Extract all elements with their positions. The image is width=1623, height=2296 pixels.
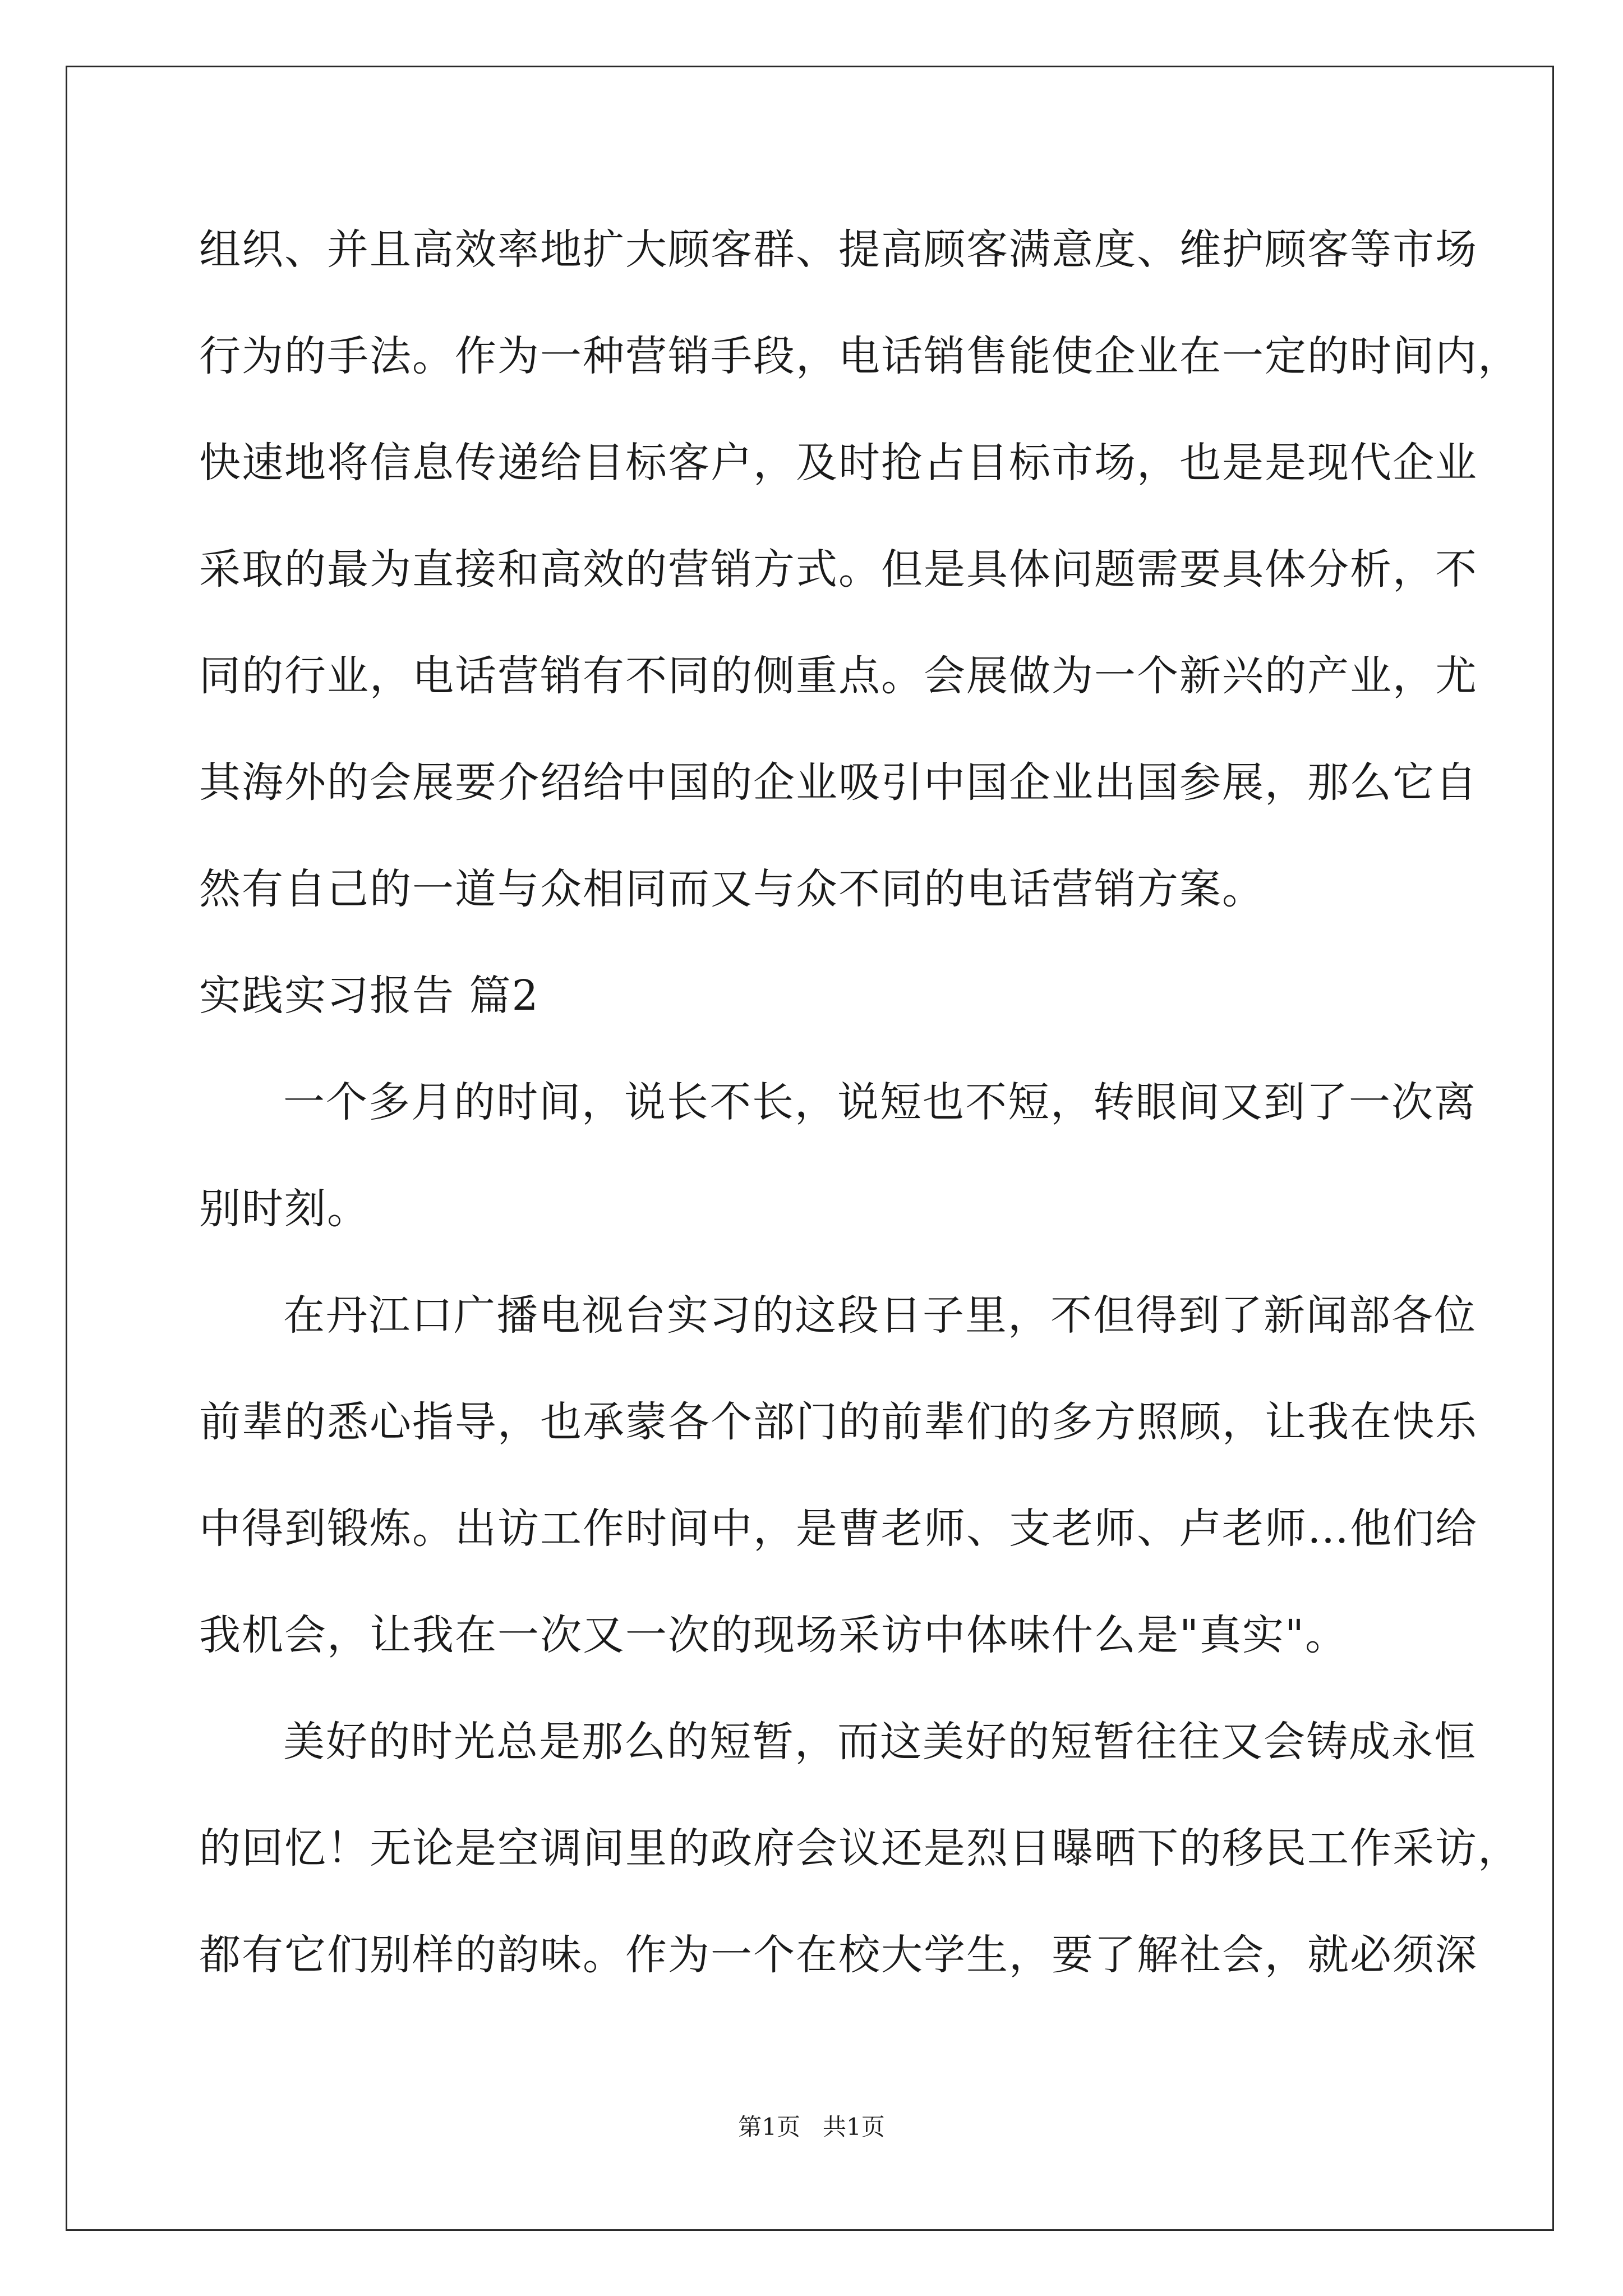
paragraph-line: 美好的时光总是那么的短暂，而这美好的短暂往往又会铸成永恒 bbox=[283, 1718, 1477, 1766]
paragraph-line: 我机会，让我在一次又一次的现场采访中体味什么是"真实"。 bbox=[199, 1611, 1348, 1659]
section-heading: 实践实习报告 篇2 bbox=[199, 972, 540, 1020]
paragraph-line: 前辈的悉心指导，也承蒙各个部门的前辈们的多方照顾，让我在快乐 bbox=[199, 1398, 1478, 1446]
paragraph-line: 组织、并且高效率地扩大顾客群、提高顾客满意度、维护顾客等市场 bbox=[199, 226, 1478, 274]
page-footer: 第1页 共1页 bbox=[738, 2113, 885, 2141]
paragraph-line: 行为的手法。作为一种营销手段，电话销售能使企业在一定的时间内， bbox=[199, 332, 1520, 380]
paragraph-line: 然有自己的一道与众相同而又与众不同的电话营销方案。 bbox=[199, 865, 1265, 913]
paragraph-line: 快速地将信息传递给目标客户，及时抢占目标市场，也是是现代企业 bbox=[199, 439, 1478, 487]
paragraph-line: 都有它们别样的韵味。作为一个在校大学生，要了解社会，就必须深 bbox=[199, 1931, 1478, 1979]
paragraph-line: 别时刻。 bbox=[199, 1185, 370, 1233]
paragraph-line: 的回忆！无论是空调间里的政府会议还是烈日曝晒下的移民工作采访， bbox=[199, 1824, 1520, 1872]
paragraph-line: 同的行业，电话营销有不同的侧重点。会展做为一个新兴的产业，尤 bbox=[199, 652, 1478, 700]
document-body bbox=[199, 216, 1520, 2028]
paragraph-line: 在丹江口广播电视台实习的这段日子里，不但得到了新闻部各位 bbox=[283, 1291, 1477, 1340]
paragraph-line: 采取的最为直接和高效的营销方式。但是具体问题需要具体分析，不 bbox=[199, 545, 1478, 593]
paragraph-line: 中得到锻炼。出访工作时间中，是曹老师、支老师、卢老师…他们给 bbox=[199, 1504, 1478, 1553]
paragraph-line: 一个多月的时间，说长不长，说短也不短，转眼间又到了一次离 bbox=[283, 1078, 1477, 1126]
paragraph-line: 其海外的会展要介绍给中国的企业吸引中国企业出国参展，那么它自 bbox=[199, 758, 1478, 807]
